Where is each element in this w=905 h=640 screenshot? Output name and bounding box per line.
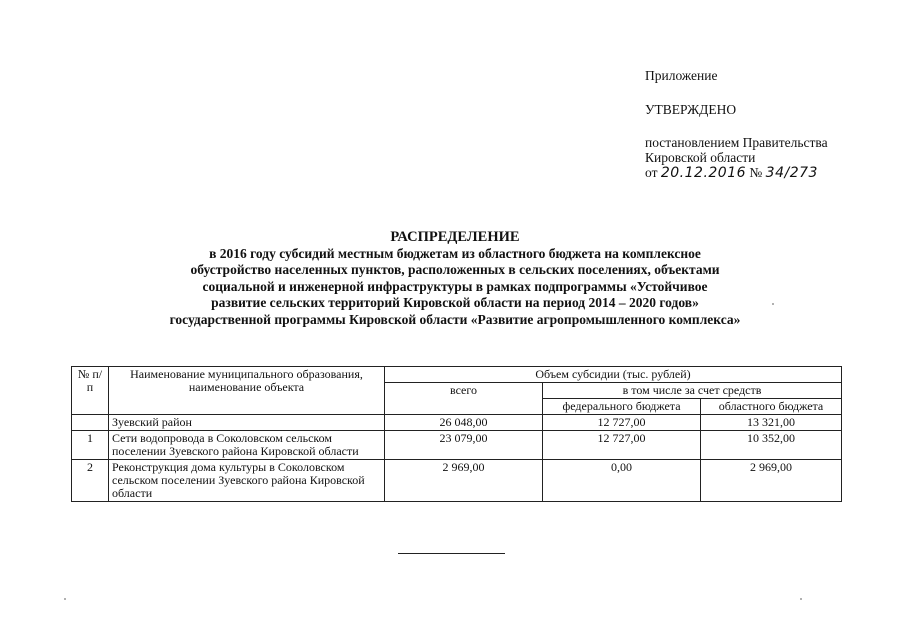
scan-speck bbox=[800, 598, 802, 600]
table-row bbox=[72, 431, 842, 460]
header-name: Наименование муниципального образования, наименование объекта bbox=[109, 367, 385, 415]
row-regional: 10 352,00 bbox=[701, 431, 842, 460]
row-total: 2 969,00 bbox=[385, 460, 543, 502]
row-num: 2 bbox=[72, 460, 109, 502]
title-heading: РАСПРЕДЕЛЕНИЕ bbox=[390, 229, 520, 245]
resolution-date-line bbox=[645, 165, 828, 181]
resolution-line-1: постановлением Правительства bbox=[645, 135, 828, 150]
row-regional: 13 321,00 bbox=[701, 415, 842, 431]
number-value: 34/273 bbox=[765, 165, 818, 181]
closing-divider bbox=[398, 553, 505, 554]
row-federal: 12 727,00 bbox=[543, 431, 701, 460]
title-line-3: социальной и инженерной инфраструктуры в рамках подпрограммы «Устойчивое bbox=[202, 278, 708, 294]
header-federal: федерального бюджета bbox=[543, 399, 701, 415]
scan-speck bbox=[772, 303, 774, 305]
header-including: в том числе за счет средств bbox=[543, 383, 842, 399]
approval-block bbox=[645, 68, 828, 181]
row-num: 1 bbox=[72, 431, 109, 460]
table-row bbox=[72, 460, 842, 502]
header-volume: Объем субсидии (тыс. рублей) bbox=[385, 367, 842, 383]
row-name: Реконструкция дома культуры в Соколовском сельском поселении Зуевского района Кировской области bbox=[109, 460, 385, 502]
row-federal: 12 727,00 bbox=[543, 415, 701, 431]
row-federal: 0,00 bbox=[543, 460, 701, 502]
row-total: 26 048,00 bbox=[385, 415, 543, 431]
subsidy-table bbox=[71, 366, 842, 502]
row-total: 23 079,00 bbox=[385, 431, 543, 460]
row-name: Зуевский район bbox=[109, 415, 385, 431]
row-name: Сети водопровода в Соколовском сельском поселении Зуевского района Кировской области bbox=[109, 431, 385, 460]
table-row bbox=[72, 415, 842, 431]
date-value: 20.12.2016 bbox=[660, 165, 747, 181]
approved-label: УТВЕРЖДЕНО bbox=[645, 102, 737, 117]
header-num: № п/п bbox=[72, 367, 109, 415]
resolution-line-2: Кировской области bbox=[645, 150, 756, 165]
scan-speck bbox=[64, 598, 66, 600]
title-line-4: развитие сельских территорий Кировской области на период 2014 – 2020 годов» bbox=[211, 295, 699, 310]
title-line-1: в 2016 году субсидий местным бюджетам из областного бюджета на комплексное bbox=[209, 245, 701, 261]
header-total: всего bbox=[385, 383, 543, 415]
number-prefix: № bbox=[749, 165, 763, 180]
title-line-5: государственной программы Кировской области «Развитие агропромышленного комплекса» bbox=[169, 311, 741, 327]
title-line-2: обустройство населенных пунктов, расположенных в сельских поселениях, объектами bbox=[190, 262, 720, 277]
row-regional: 2 969,00 bbox=[701, 460, 842, 502]
appendix-label: Приложение bbox=[645, 68, 718, 83]
header-row-1 bbox=[72, 367, 842, 383]
row-num bbox=[72, 415, 109, 431]
header-regional: областного бюджета bbox=[701, 399, 842, 415]
date-prefix: от bbox=[645, 165, 658, 180]
document-title bbox=[140, 229, 770, 328]
